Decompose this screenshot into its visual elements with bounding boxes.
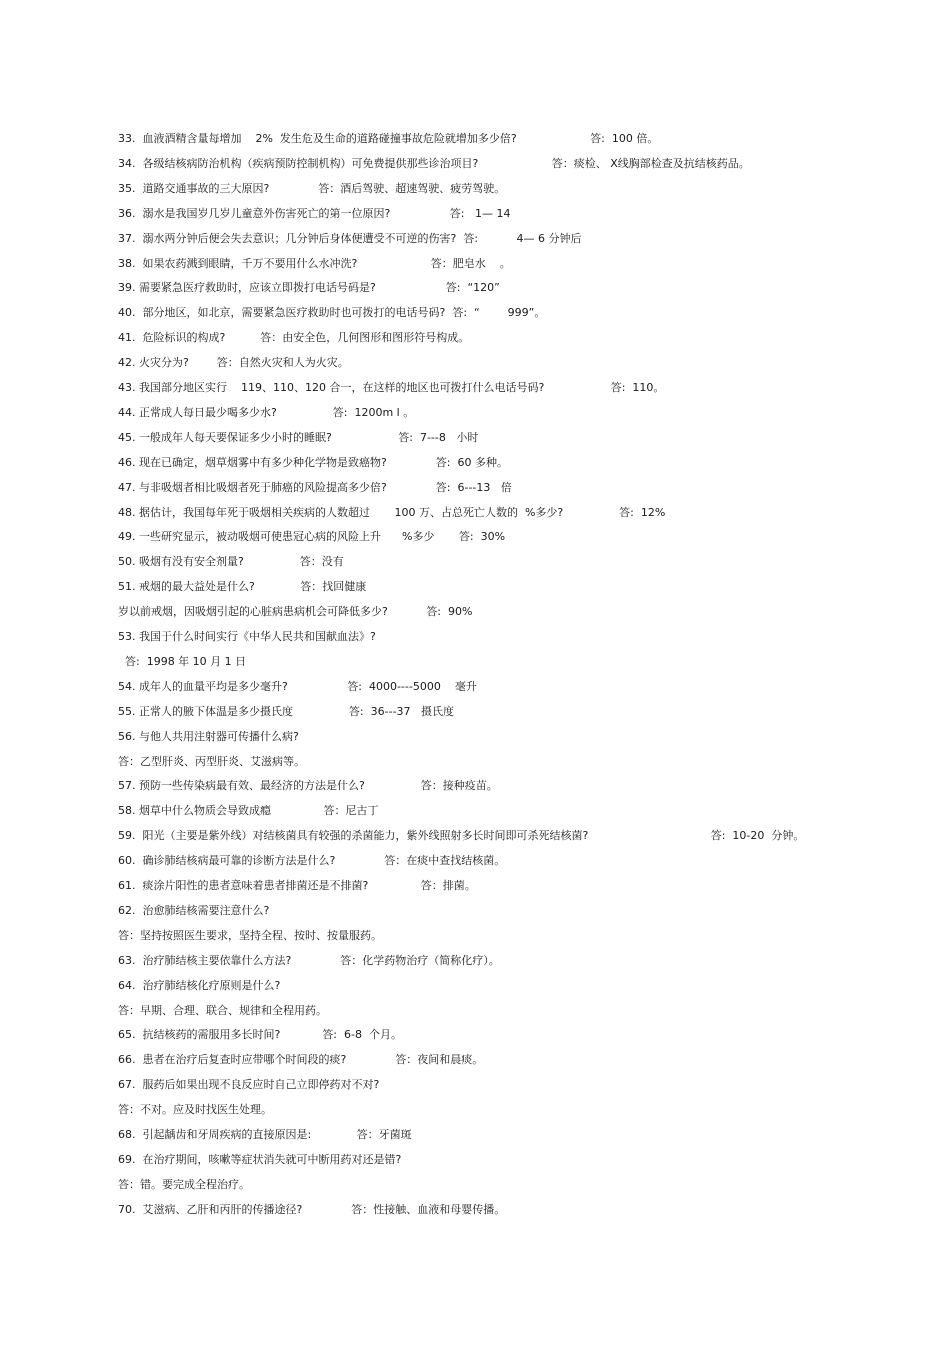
qa-line: 39. 需要紧急医疗救助时，应该立即拨打电话号码是? 答: “120” xyxy=(118,281,500,295)
qa-line: 65. 抗结核药的需服用多长时间? 答: 6-8 个月。 xyxy=(118,1028,402,1042)
qa-line: 59. 阳光（主要是紫外线）对结核菌具有较强的杀菌能力，紫外线照射多长时间即可杀死结核菌? 答: 10-20 分钟。 xyxy=(118,829,805,843)
qa-line: 64. 治疗肺结核化疗原则是什么? xyxy=(118,978,281,992)
qa-line: 63. 治疗肺结核主要依靠什么方法? 答：化学药物治疗（简称化疗）。 xyxy=(118,953,500,967)
qa-line: 43. 我国部分地区实行 119、110、120 合一，在这样的地区也可拨打什么电话号码? 答: 110。 xyxy=(118,381,665,394)
qa-line: 57. 预防一些传染病最有效、最经济的方法是什么? 答：接种疫苗。 xyxy=(118,779,498,793)
qa-line: 66. 患者在治疗后复查时应带哪个时间段的痰? 答：夜间和晨痰。 xyxy=(118,1053,484,1067)
qa-line: 50. 吸烟有没有安全剂量? 答：没有 xyxy=(118,555,344,569)
qa-line: 42. 火灾分为? 答：自然火灾和人为火灾。 xyxy=(118,356,349,370)
qa-line: 53. 我国于什么时间实行《中华人民共和国献血法》? xyxy=(118,630,376,643)
qa-line: 56. 与他人共用注射器可传播什么病? xyxy=(118,729,299,743)
qa-line: 49. 一些研究显示，被动吸烟可使患冠心病的风险上升 %多少 答: 30% xyxy=(118,530,506,544)
qa-line: 40. 部分地区，如北京，需要紧急医疗救助时也可拨打的电话号码? 答: “ 999”。 xyxy=(118,306,546,320)
qa-line: 41. 危险标识的构成? 答：由安全色，几何图形和图形符号构成。 xyxy=(118,331,470,345)
qa-line: 答：坚持按照医生要求，坚持全程、按时、按量服药。 xyxy=(118,928,382,942)
qa-line: 70. 艾滋病、乙肝和丙肝的传播途径? 答：性接触、血液和母婴传播。 xyxy=(118,1202,506,1216)
qa-line: 51. 戒烟的最大益处是什么? 答：找回健康 xyxy=(118,580,367,594)
qa-line: 55. 正常人的腋下体温是多少摄氏度 答: 36---37 摄氏度 xyxy=(118,704,455,718)
qa-line: 46. 现在已确定，烟草烟雾中有多少种化学物是致癌物? 答: 60 多种。 xyxy=(118,455,508,469)
qa-line: 60. 确诊肺结核病最可靠的诊断方法是什么? 答：在痰中查找结核菌。 xyxy=(118,854,506,868)
qa-line: 37. 溺水两分钟后便会失去意识；几分钟后身体便遭受不可逆的伤害? 答: 4— 6 分钟后 xyxy=(118,231,582,245)
qa-line: 答：乙型肝炎、丙型肝炎、艾滋病等。 xyxy=(118,754,305,768)
qa-line: 36. 溺水是我国岁几岁儿童意外伤害死亡的第一位原因? 答: 1— 14 xyxy=(118,206,511,220)
qa-line: 69. 在治疗期间，咳嗽等症状消失就可中断用药对还是错? xyxy=(118,1152,402,1166)
qa-line: 61. 痰涂片阳性的患者意味着患者排菌还是不排菌? 答：排菌。 xyxy=(118,879,476,892)
qa-line: 答：早期、合理、联合、规律和全程用药。 xyxy=(118,1003,327,1017)
qa-line: 44. 正常成人每日最少喝多少水? 答: 1200m l 。 xyxy=(118,405,415,419)
qa-line: 58. 烟草中什么物质会导致成瘾 答：尼古丁 xyxy=(118,804,379,818)
qa-line: 答: 1998 年 10 月 1 日 xyxy=(118,654,247,668)
qa-line: 33. 血液酒精含量每增加 2% 发生危及生命的道路碰撞事故危险就增加多少倍? 答: 100 倍。 xyxy=(118,132,659,145)
qa-line: 答：错。要完成全程治疗。 xyxy=(118,1177,250,1191)
qa-line: 34. 各级结核病防治机构（疾病预防控制机构）可免费提供那些诊治项目? 答：痰检、 X线胸部检查及抗结核药品。 xyxy=(118,156,750,170)
qa-line: 47. 与非吸烟者相比吸烟者死于肺癌的风险提高多少倍? 答: 6---13 倍 xyxy=(118,480,512,494)
qa-line: 岁以前戒烟，因吸烟引起的心脏病患病机会可降低多少? 答: 90% xyxy=(118,605,473,619)
qa-line: 45. 一般成年人每天要保证多少小时的睡眠? 答: 7---8 小时 xyxy=(118,430,479,444)
qa-line: 54. 成年人的血量平均是多少毫升? 答: 4000----5000 毫升 xyxy=(118,679,477,693)
qa-line: 35. 道路交通事故的三大原因? 答：酒后驾驶、超速驾驶、疲劳驾驶。 xyxy=(118,181,506,195)
qa-line: 48. 据估计，我国每年死于吸烟相关疾病的人数超过 100 万、占总死亡人数的 %多少? 答: 12% xyxy=(118,505,666,519)
qa-line: 62. 治愈肺结核需要注意什么? xyxy=(118,903,270,917)
qa-line: 67. 服药后如果出现不良反应时自己立即停药对不对? xyxy=(118,1078,380,1092)
qa-line: 38. 如果农药溅到眼睛，千万不要用什么水冲洗? 答：肥皂水 。 xyxy=(118,256,511,270)
qa-line: 答：不对。应及时找医生处理。 xyxy=(118,1103,272,1117)
qa-line: 68. 引起龋齿和牙周疾病的直接原因是: 答：牙菌斑 xyxy=(118,1128,412,1141)
